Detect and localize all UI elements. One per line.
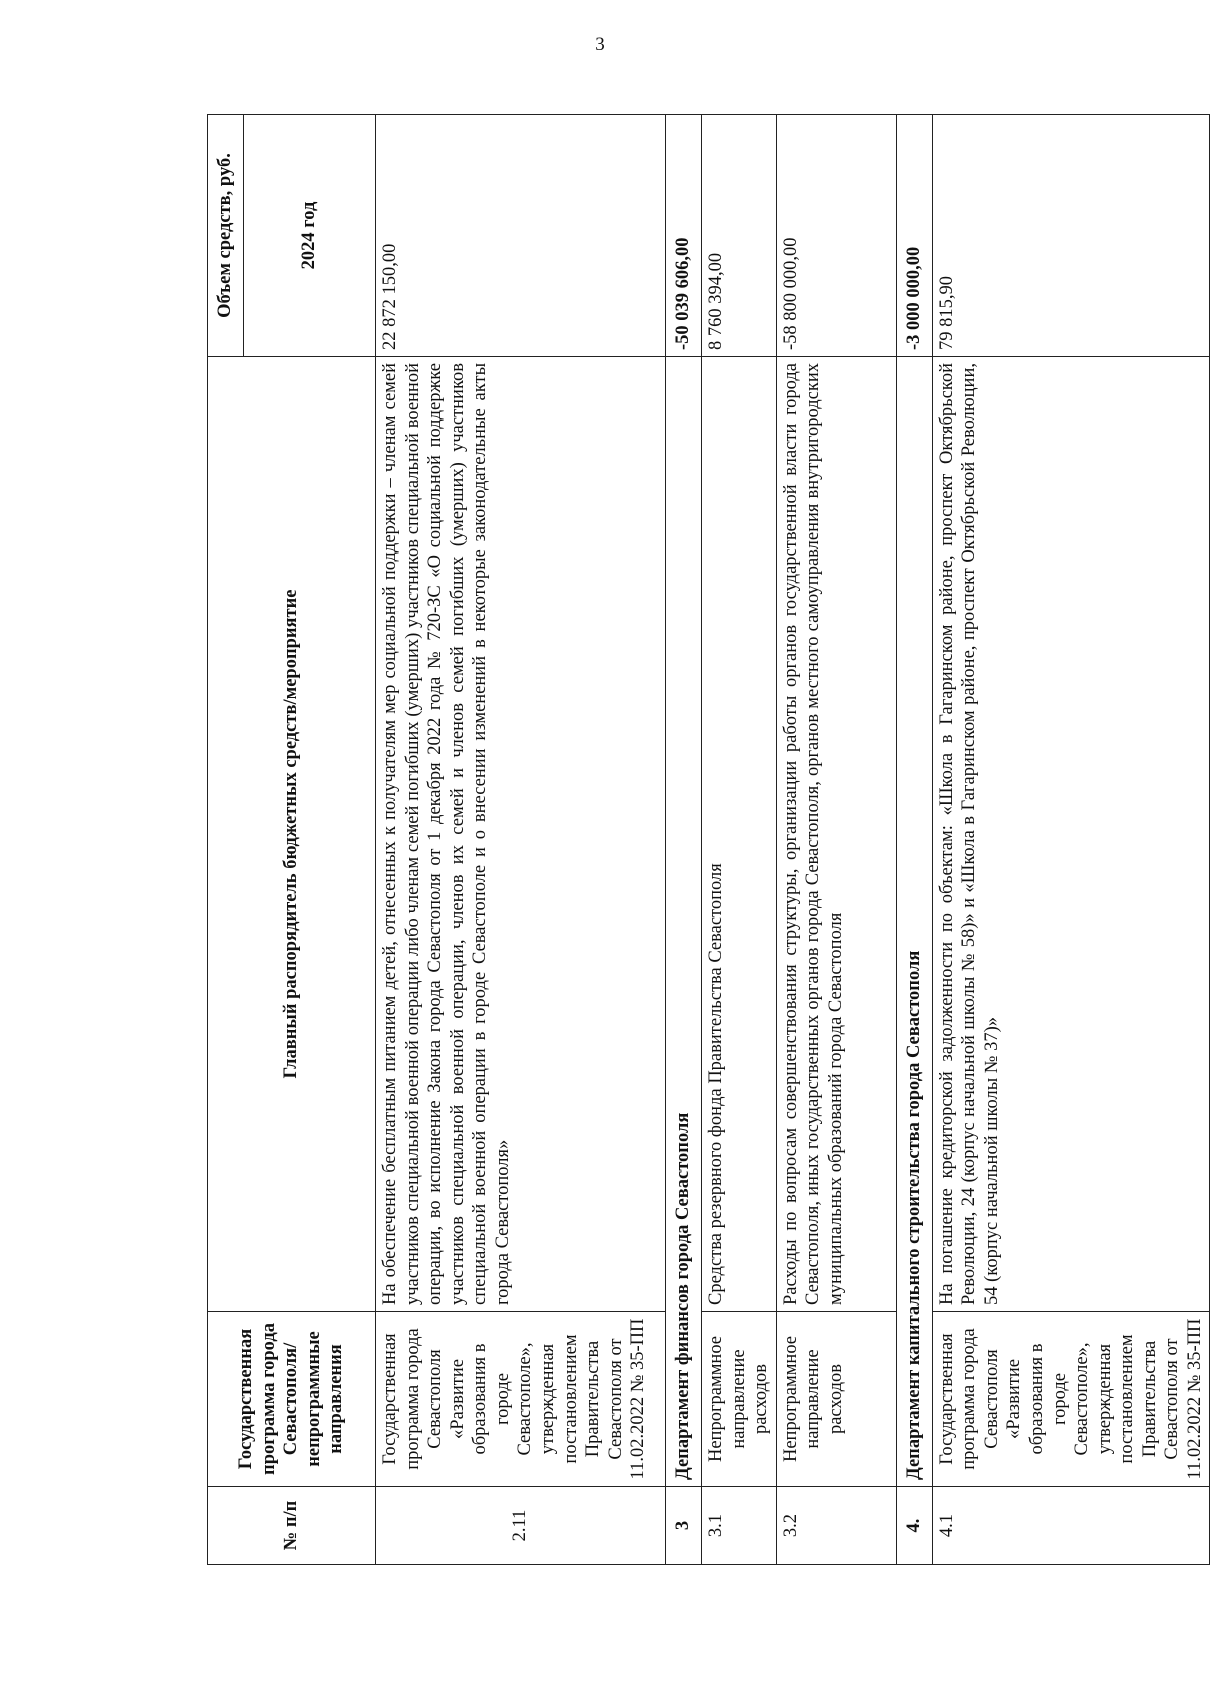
row-department: Департамент финансов города Севастополя	[666, 357, 702, 1487]
header-program: Государственная программа города Севастополя/ непрограммные направления	[208, 1312, 376, 1487]
page-number: 3	[595, 34, 605, 55]
row-num: 3	[666, 1487, 702, 1565]
table-row	[376, 115, 666, 1565]
table-row	[702, 115, 777, 1565]
row-num: 2.11	[376, 1487, 666, 1565]
row-program: Непрограммное направление расходов	[776, 1312, 896, 1487]
row-num: 4.	[896, 1487, 932, 1565]
header-amount	[208, 115, 376, 357]
row-description: На погашение кредиторской задолженности по объектам: «Школа в Гагаринском районе, проспект Октябрьской Революции, 24 (корпус начальной школы № 58)» и «Школа в Гагаринском районе, проспект Октябрьской Революции, 54 (корпус начальной школы № 37)»	[932, 357, 1210, 1312]
rotated-table-frame	[207, 115, 1205, 1565]
row-amount: 79 815,90	[932, 115, 1210, 357]
row-program: Непрограммное направление расходов	[702, 1312, 777, 1487]
row-description: На обеспечение бесплатным питанием детей, отнесенных к получателям мер социальной поддержки – членам семей участников специальной военной операции либо членам семей погибших (умерших) участников специальной военной операции, во исполнение Закона города Севастополя от 1 декабря 2022 года № 720-ЗС «О социальной поддержке участников специальной военной операции, членов их семей и членов семей погибших (умерших) участников специальной военной операции в городе Севастополе и о внесении изменений в некоторые законодательные акты города Севастополя»	[376, 357, 666, 1312]
table-row-department	[896, 115, 932, 1565]
row-description: Расходы по вопросам совершенствования структуры, организации работы органов государственной власти города Севастополя, иных государственных органов города Севастополя, органов местного самоуправления внутригородских муниципальных образований города Севастополя	[776, 357, 896, 1312]
header-amount-title: Объем средств, руб.	[208, 115, 244, 356]
row-department: Департамент капитального строительства города Севастополя	[896, 357, 932, 1487]
row-program: Государственная программа города Севастополя «Развитие образования в городе Севастополе», утвержденная постановлением Правительства Севастополя от 11.02.2022 № 35-ПП	[376, 1312, 666, 1487]
row-program: Государственная программа города Севастополя «Развитие образования в городе Севастополе», утвержденная постановлением Правительства Севастополя от 11.02.2022 № 35-ПП	[932, 1312, 1210, 1487]
table-row	[776, 115, 896, 1565]
header-description: Главный распорядитель бюджетных средств/мероприятие	[208, 357, 376, 1312]
header-num: № п/п	[208, 1487, 376, 1565]
table-row-department	[666, 115, 702, 1565]
budget-table	[207, 114, 1210, 1565]
row-amount: -58 800 000,00	[776, 115, 896, 357]
row-amount: 22 872 150,00	[376, 115, 666, 357]
row-num: 3.1	[702, 1487, 777, 1565]
row-amount: -3 000 000,00	[896, 115, 932, 357]
row-num: 4.1	[932, 1487, 1210, 1565]
row-amount: 8 760 394,00	[702, 115, 777, 357]
row-description: Средства резервного фонда Правительства Севастополя	[702, 357, 777, 1312]
table-row	[932, 115, 1210, 1565]
row-num: 3.2	[776, 1487, 896, 1565]
table-header-row	[208, 115, 376, 1565]
row-amount: -50 039 606,00	[666, 115, 702, 357]
header-amount-year: 2024 год	[299, 201, 319, 270]
